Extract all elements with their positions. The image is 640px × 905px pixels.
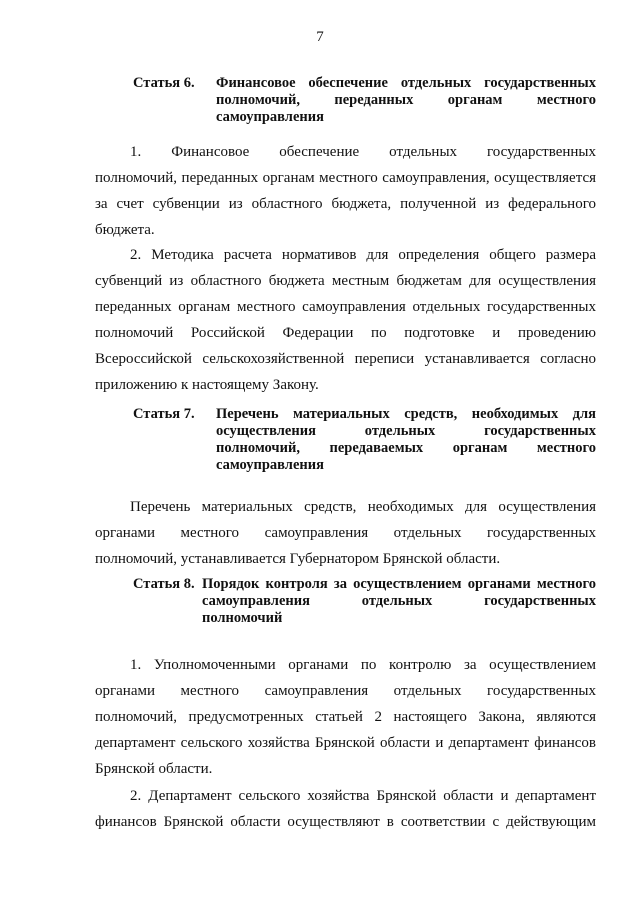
- paragraph-line: Брянской области.: [95, 761, 213, 777]
- paragraph-line: приложению к настоящему Закону.: [95, 377, 319, 393]
- article-7-title-line: осуществления отдельных государственных: [216, 423, 596, 439]
- paragraph-line: 1. Уполномоченными органами по контролю за осуществлением: [130, 657, 596, 673]
- article-8-label: Статья 8.: [133, 576, 195, 592]
- page-number: 7: [316, 29, 324, 45]
- paragraph-line: за счет субвенции из областного бюджета, полученной из федерального: [95, 196, 596, 212]
- article-6-label: Статья 6.: [133, 75, 195, 91]
- article-6-title-line: полномочий, переданных органам местного: [216, 92, 596, 108]
- paragraph-line: полномочий, устанавливается Губернатором Брянской области.: [95, 551, 501, 567]
- paragraph-line: органами местного самоуправления отдельных государственных: [95, 525, 596, 541]
- paragraph-line: органами местного самоуправления отдельных государственных: [95, 683, 596, 699]
- paragraph-line: 1. Финансовое обеспечение отдельных государственных: [130, 144, 596, 160]
- paragraph-line: департамент сельского хозяйства Брянской области и департамент финансов: [95, 735, 596, 751]
- paragraph-line: переданных органам местного самоуправления отдельных государственных: [95, 299, 596, 315]
- article-6-title-line: Финансовое обеспечение отдельных государственных: [216, 75, 596, 91]
- article-7-heading: [133, 406, 596, 474]
- paragraph-line: бюджета.: [95, 222, 155, 238]
- article-6-title-line: самоуправления: [216, 109, 324, 125]
- paragraph-line: полномочий, предусмотренных статьей 2 настоящего Закона, являются: [95, 709, 596, 725]
- article-8-title-line: Порядок контроля за осуществлением органами местного: [202, 576, 596, 592]
- article-7-label: Статья 7.: [133, 406, 195, 422]
- article-7-title-line: Перечень материальных средств, необходимых для: [216, 406, 596, 422]
- article-8-title-line: самоуправления отдельных государственных: [202, 593, 596, 609]
- paragraph-line: Всероссийской сельскохозяйственной переписи устанавливается согласно: [95, 351, 596, 367]
- article-6-paragraph-2: [95, 242, 596, 398]
- article-8-paragraph-1: [95, 652, 596, 782]
- article-7-paragraph: [95, 494, 596, 572]
- article-8-paragraph-2: [95, 783, 596, 835]
- paragraph-line: 2. Департамент сельского хозяйства Брянской области и департамент: [130, 788, 596, 804]
- paragraph-line: Перечень материальных средств, необходимых для осуществления: [130, 499, 596, 515]
- article-6-heading: [133, 75, 596, 127]
- article-8-heading: [133, 576, 596, 628]
- article-6-paragraph-1: [95, 139, 596, 243]
- paragraph-line: финансов Брянской области осуществляют в соответствии с действующим: [95, 814, 596, 830]
- paragraph-line: полномочий, переданных органам местного самоуправления, осуществляется: [95, 170, 596, 186]
- paragraph-line: полномочий Российской Федерации по подготовке и проведению: [95, 325, 596, 341]
- article-8-title-line: полномочий: [202, 610, 283, 626]
- paragraph-line: 2. Методика расчета нормативов для определения общего размера: [130, 247, 596, 263]
- article-7-title-line: самоуправления: [216, 457, 324, 473]
- article-7-title-line: полномочий, передаваемых органам местного: [216, 440, 596, 456]
- paragraph-line: субвенций из областного бюджета местным бюджетам для осуществления: [95, 273, 596, 289]
